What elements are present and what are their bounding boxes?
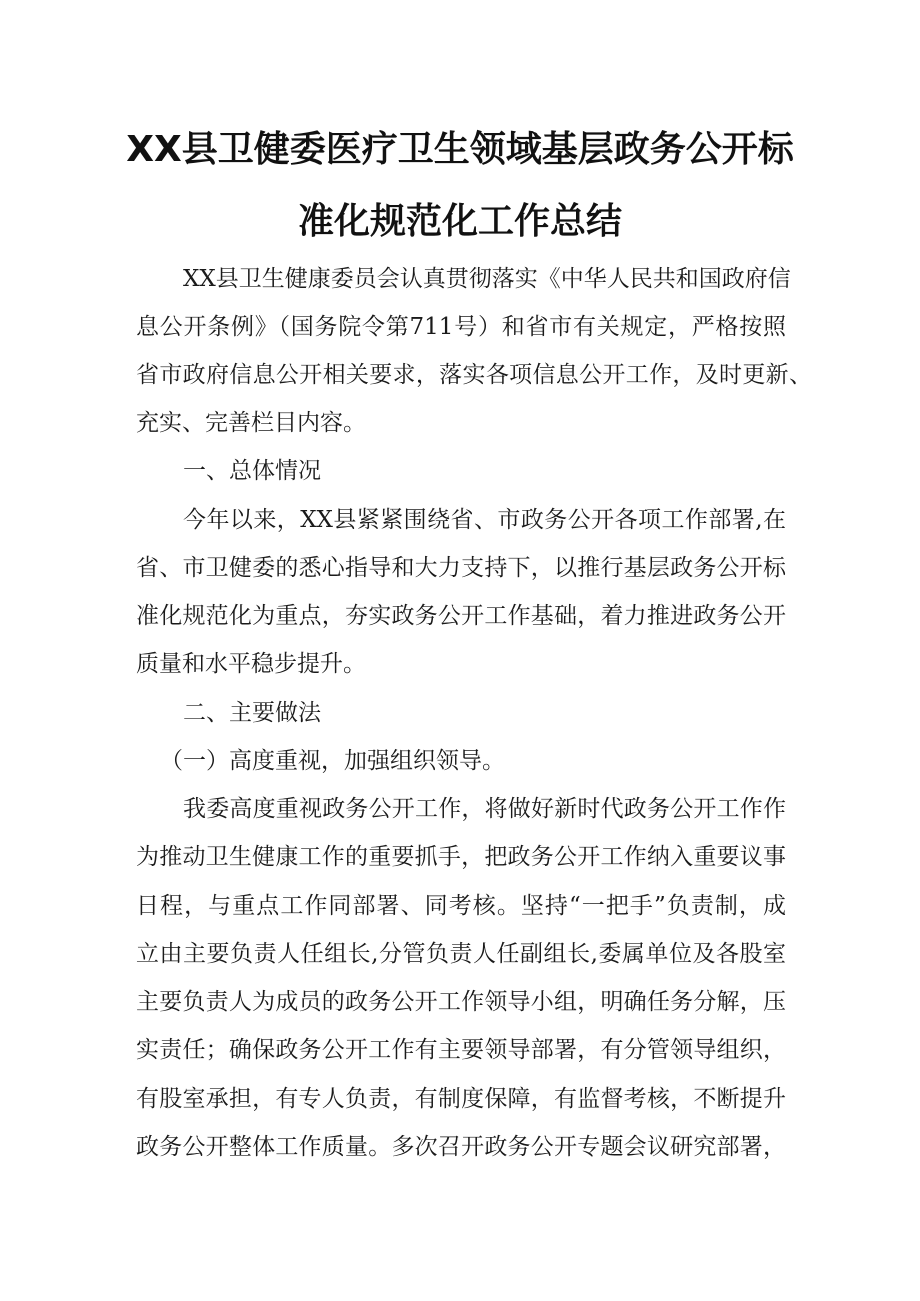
paragraph-overview-line: 今年以来，XX县紧紧围绕省、市政务公开各项工作部署,在 [183,507,786,533]
paragraph-intro-line: XX县卫生健康委员会认真贯彻落实《中华人民共和国政府信 [183,266,791,292]
section-heading: 一、总体情况 [183,458,321,484]
paragraph-intro-line: 充实、完善栏目内容。 [136,410,366,436]
paragraph-overview-line: 省、市卫健委的悉心指导和大力支持下，以推行基层政务公开标 [136,555,786,581]
subsection-heading: （一）高度重视，加强组织领导。 [160,748,505,774]
document-title-line-1: XX县卫健委医疗卫生领域基层政务公开标 [126,129,794,170]
paragraph-practice-line: 为推动卫生健康工作的重要抓手，把政务公开工作纳入重要议事 [136,844,786,870]
paragraph-overview-line: 质量和水平稳步提升。 [136,651,366,677]
paragraph-practice-line: 有股室承担，有专人负责，有制度保障，有监督考核，不断提升 [136,1086,786,1112]
paragraph-practice-line: 主要负责人为成员的政务公开工作领导小组，明确任务分解，压 [136,989,786,1015]
paragraph-intro-line: 省市政府信息公开相关要求，落实各项信息公开工作，及时更新、 [136,362,812,388]
document-title-line-2: 准化规范化工作总结 [297,201,622,242]
paragraph-practice-line: 立由主要负责人任组长,分管负责人任副组长,委属单位及各股室 [136,941,786,967]
paragraph-practice-line: 实责任；确保政务公开工作有主要领导部署，有分管领导组织， [136,1037,786,1063]
paragraph-practice-line: 我委高度重视政务公开工作，将做好新时代政务公开工作作 [183,796,786,822]
paragraph-intro-line: 息公开条例》（国务院令第711号）和省市有关规定，严格按照 [136,314,786,340]
paragraph-practice-line: 日程，与重点工作同部署、同考核。坚持“一把手”负责制，成 [136,893,786,919]
section-heading: 二、主要做法 [183,700,321,726]
paragraph-overview-line: 准化规范化为重点，夯实政务公开工作基础，着力推进政务公开 [136,603,786,629]
paragraph-practice-line: 政务公开整体工作质量。多次召开政务公开专题会议研究部署， [136,1134,786,1160]
